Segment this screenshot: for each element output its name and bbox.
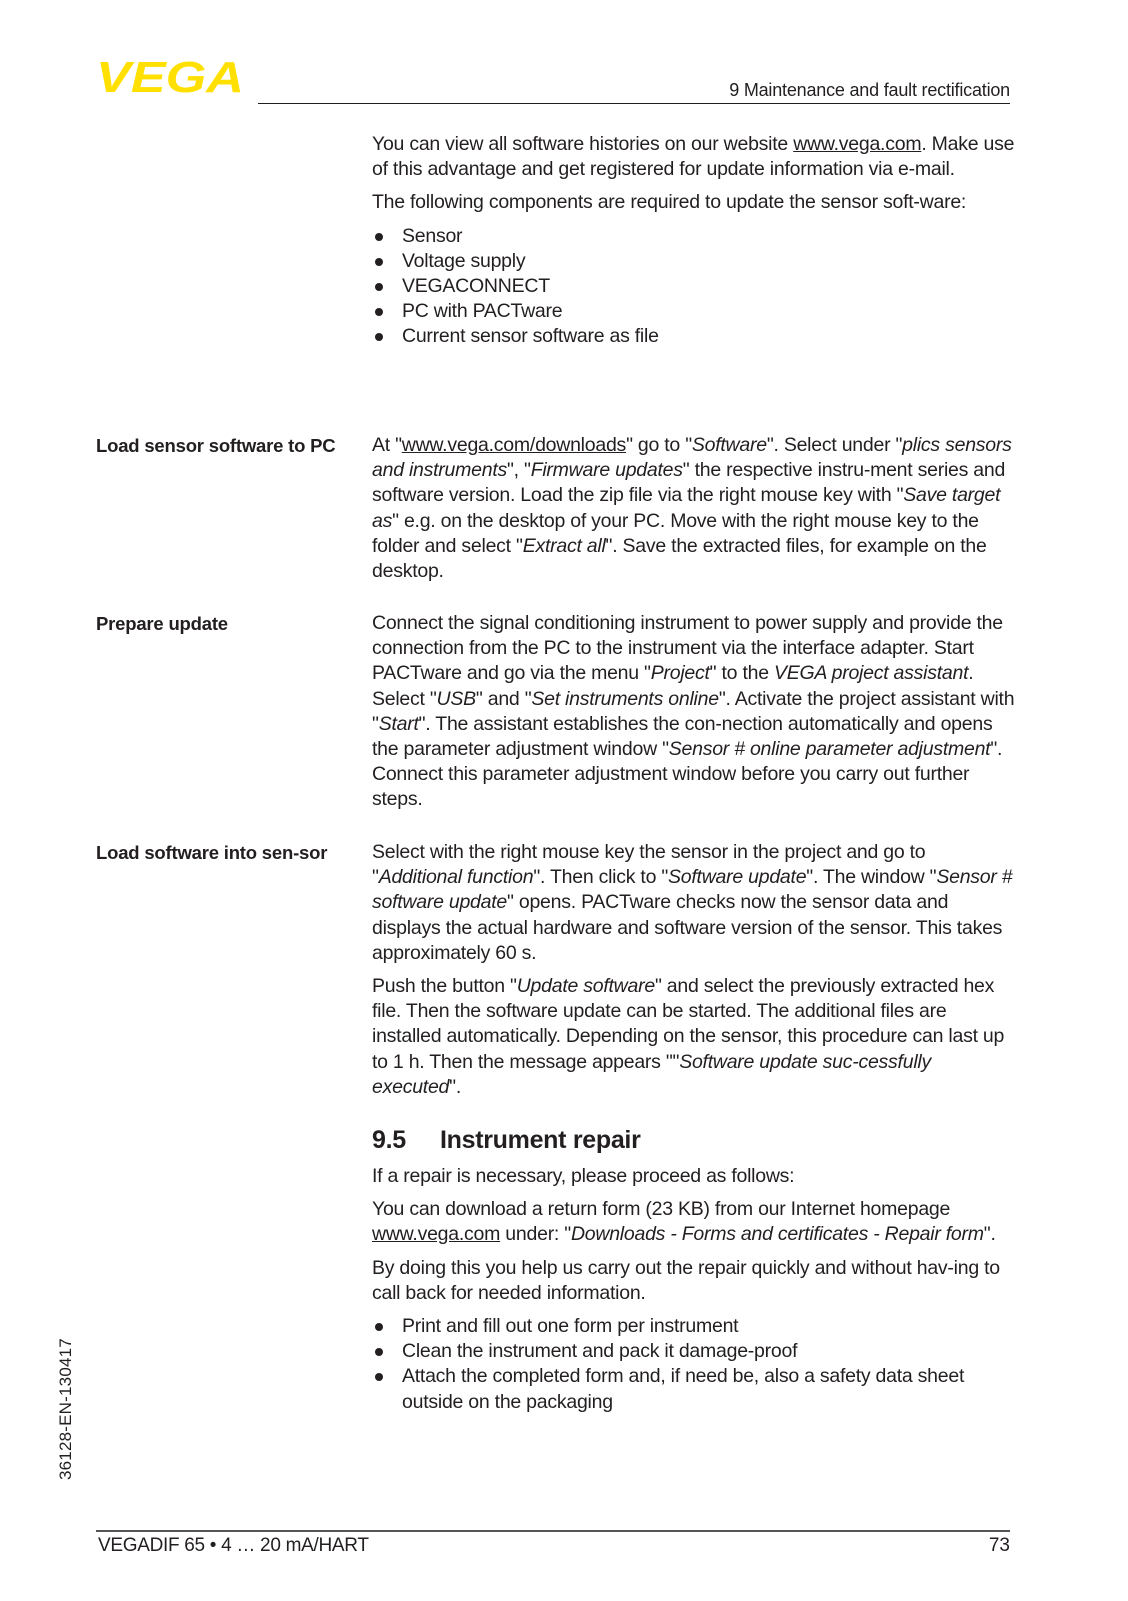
side-label-prepare-update: Prepare update <box>96 613 228 634</box>
vega-website-link[interactable]: www.vega.com <box>793 133 922 155</box>
load-sensor-paragraph-2: Push the button "Update software" and select the previously extracted hex file. Then the software update can be started. The additional files are installed automatically. Depending on the sensor, this procedure can last up to 1 h. Then the message appears ""Software update suc-cessfully executed". <box>372 975 1005 1098</box>
header-divider <box>258 103 1010 104</box>
load-sensor-paragraph-1: Select with the right mouse key the sensor in the project and go to "Additional function". Then click to "Software update". The window "Sensor # software update" opens. PACTware checks now the sensor data and displays the actual hardware and software version of the sensor. This takes approximately 60 s. <box>372 841 1013 964</box>
components-intro: The following components are required to update the sensor soft-ware: <box>372 191 967 214</box>
svg-text:VEGA: VEGA <box>96 56 244 98</box>
repair-form-paragraph: You can download a return form (23 KB) from our Internet homepage www.vega.com under: "Downloads - Forms and certificates - Repair form". <box>372 1198 996 1246</box>
load-sensor-block <box>372 840 1017 1100</box>
chapter-title: 9 Maintenance and fault rectification <box>729 80 1010 100</box>
downloads-link[interactable]: www.vega.com/downloads <box>401 434 627 456</box>
list-item: Voltage supply <box>372 249 1017 274</box>
intro-block <box>372 132 1017 350</box>
list-item: Clean the instrument and pack it damage-proof <box>372 1339 1017 1364</box>
list-item: PC with PACTware <box>372 299 1017 324</box>
load-pc-block <box>372 433 1017 584</box>
list-item: Print and fill out one form per instrument <box>372 1314 1017 1339</box>
prepare-update-paragraph: Connect the signal conditioning instrument to power supply and provide the connection from the PC to the instrument via the interface adapter. Start PACTware and go via the menu "Project" to the VEGA project assistant. Select "USB" and "Set instruments online". Activate the project assistant with "Start". The assistant establishes the con-nection automatically and opens the parameter adjustment window "Sensor # online parameter adjustment". Connect this parameter adjustment window before you carry out further steps. <box>372 612 1015 811</box>
page-number: 73 <box>988 1535 1010 1556</box>
intro-paragraph: You can view all software histories on our website www.vega.com. Make use of this advantage and get registered for update information via e-mail. <box>372 133 1015 181</box>
load-pc-paragraph: At "www.vega.com/downloads" go to "Software". Select under "plics sensors and instruments", "Firmware updates" the respective instru-ment series and software version. Load the zip file via the right mouse key with "Save target as" e.g. on the desktop of your PC. Move with the right mouse key to the folder and select "Extract all". Save the extracted files, for example on the desktop. <box>372 434 1012 583</box>
vega-logo <box>96 56 244 98</box>
list-item: Attach the completed form and, if need be, also a safety data sheet outside on the packaging <box>372 1364 1017 1414</box>
footer-divider <box>96 1530 1010 1532</box>
section-heading-instrument-repair <box>372 1126 641 1155</box>
side-label-load-pc: Load sensor software to PC <box>96 435 336 456</box>
list-item: Current sensor software as file <box>372 324 1017 349</box>
components-list <box>372 224 1017 350</box>
footer-product: VEGADIF 65 • 4 … 20 mA/HART <box>98 1535 369 1556</box>
list-item: Sensor <box>372 224 1017 249</box>
repair-steps-list <box>372 1314 1017 1415</box>
document-code: 36128-EN-130417 <box>56 1338 75 1480</box>
repair-intro: If a repair is necessary, please proceed as follows: <box>372 1165 795 1187</box>
prepare-update-block <box>372 611 1017 813</box>
repair-benefit-paragraph: By doing this you help us carry out the repair quickly and without hav-ing to call back for needed information. <box>372 1256 1000 1304</box>
section-number: 9.5 <box>372 1126 406 1154</box>
side-label-load-sensor: Load software into sen-sor <box>96 842 328 863</box>
list-item: VEGACONNECT <box>372 274 1017 299</box>
vega-website-link[interactable]: www.vega.com <box>372 1223 501 1246</box>
repair-block <box>372 1164 1017 1415</box>
section-title: Instrument repair <box>440 1126 641 1154</box>
